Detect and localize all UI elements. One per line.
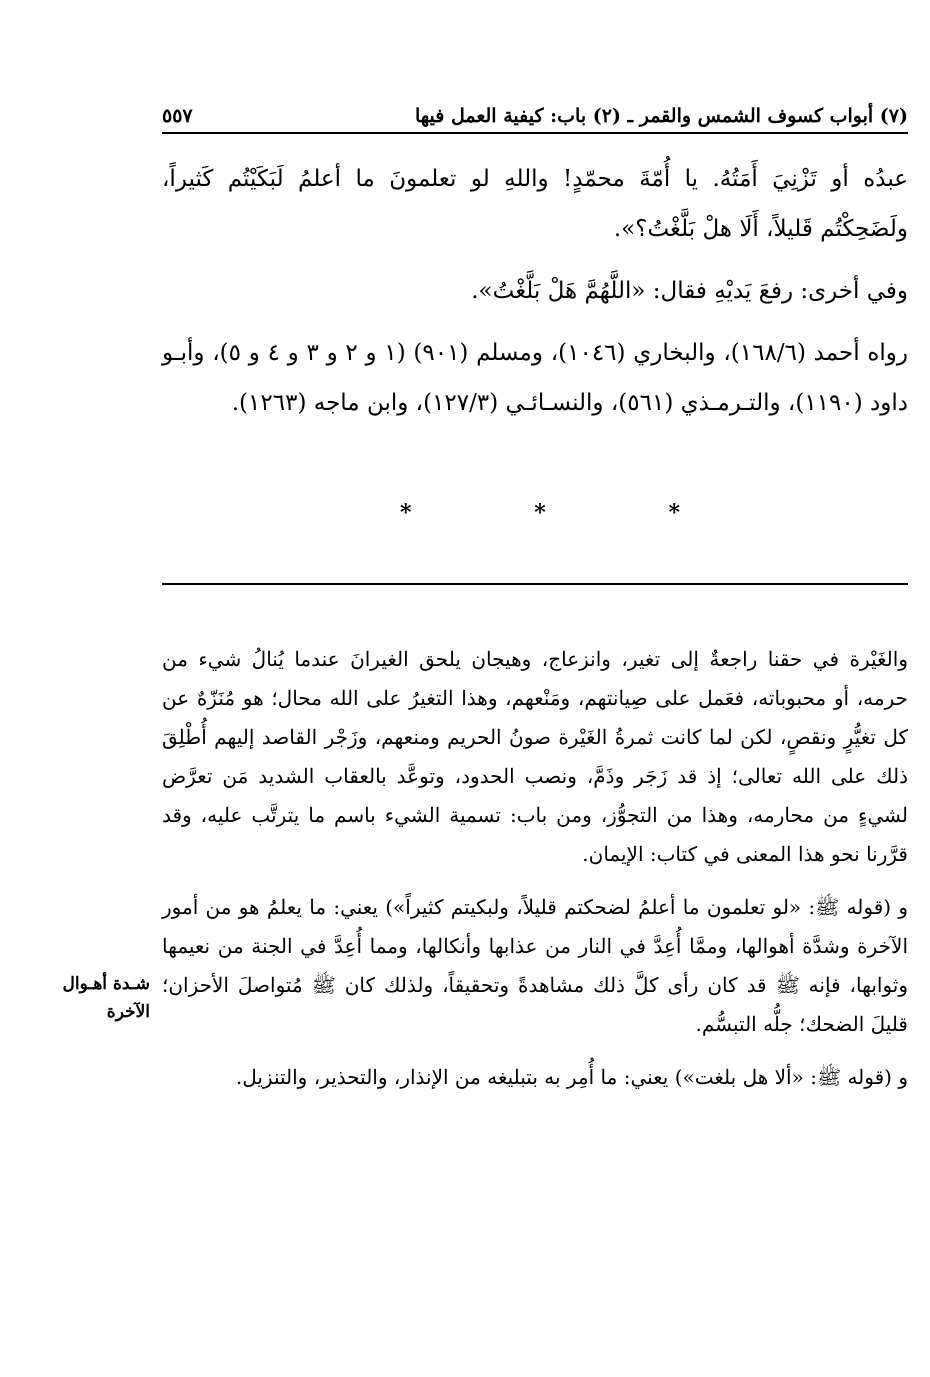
commentary-divider (162, 583, 908, 585)
hadith-paragraph: رواه أحمد (١٦٨/٦)، والبخاري (١٠٤٦)، ومسلم (٩٠١) (١ و ٢ و ٣ و ٤ و ٥)، وأبـو داود (١١٩٠)، والتـرمـذي (٥٦١)، والنسـائـي (١٢٧/٣)، وابن ماجه (١٢٦٣). (162, 340, 908, 416)
header-rule (162, 132, 908, 134)
commentary-paragraph: و (قوله ﷺ: «ألا هل بلغت») يعني: ما أُمِر به بتبليغه من الإنذار، والتحذير، والتنزيل. (235, 1065, 908, 1089)
hadith-text (162, 154, 908, 428)
separator-star: * (400, 500, 412, 526)
margin-note: شـدة أهـوال الآخرة (62, 974, 150, 1022)
running-title: (٧) أبواب كسوف الشمس والقمر ـ (٢) باب: كيفية العمل فيها (415, 105, 908, 127)
separator-star: * (668, 500, 680, 526)
hadith-paragraph: وفي أخرى: رفعَ يَديْهِ فقال: «اللَّهُمَّ هَلْ بَلَّغْتُ». (471, 278, 908, 304)
commentary-text (162, 640, 908, 1097)
section-separator (400, 500, 680, 526)
hadith-paragraph: عبدُه أو تَزْنِيَ أَمَتُهُ. يا أُمّةَ محمّدٍ! واللهِ لو تعلمونَ ما أعلمُ لَبَكَيْتُم كَثيراً، ولَضَحِكْتُم قَليلاً، أَلَا هلْ بَلَّغْتُ؟». (162, 166, 908, 242)
commentary-paragraph: و (قوله ﷺ: «لو تعلمون ما أعلمُ لضحكتم قليلاً، ولبكيتم كثيراً») يعني: ما يعلمُ هو من أمور الآخرة وشدَّة أهوالها، وممَّا أُعِدَّ في النار من عذابها وأنكالها، ومما أُعِدَّ في الجنة من نعيمها وثوابها، فإنه ﷺ قد كان رأى كلَّ ذلك مشاهدةً وتحقيقاً، ولذلك كان ﷺ مُتواصلَ الأحزان؛ قليلَ الضحك؛ جلُّه التبسُّم. (162, 895, 909, 1036)
commentary-paragraph: والغَيْرة في حقنا راجعةٌ إلى تغير، وانزعاج، وهيجان يلحق الغيرانَ عندما يُنالُ شيء من حرمه، أو محبوباته، فعَمل على صِيانتهم، ومَنْعهم، وهذا التغيرُ على الله محال؛ هو مُنَزّهٌ عن كل تغيُّرٍ ونقصٍ، لكن لما كانت ثمرةُ الغَيْرة صونُ الحريم ومنعهم، وزَجْر القاصد إليهم أُطْلِقَ ذلك على الله تعالى؛ إذ قد زَجَر وذَمَّ، ونصب الحدود، وتوعَّد بالعقاب الشديد مَن تعرَّض لشيءٍ من محارمه، وهذا من التجوُّز، ومن باب: تسمية الشيء باسم ما يترتَّب عليه، وقد قرَّرنا نحو هذا المعنى في كتاب: الإيمان. (162, 647, 908, 866)
page-header (162, 100, 908, 132)
separator-star: * (534, 500, 546, 526)
page-number: ٥٥٧ (162, 105, 193, 127)
